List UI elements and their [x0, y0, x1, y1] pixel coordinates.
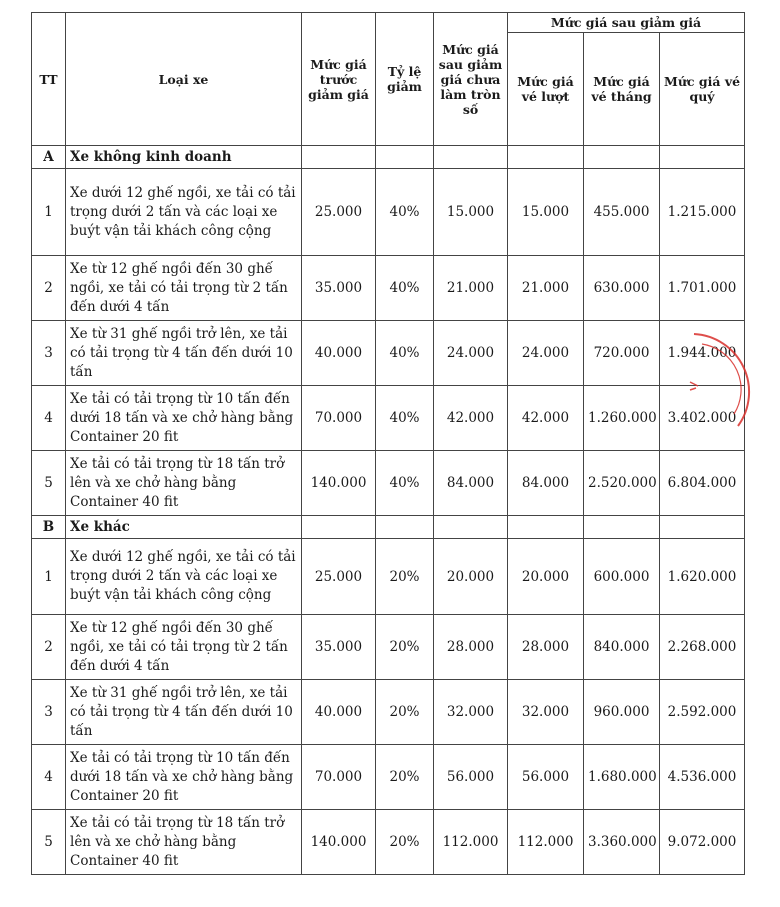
- row-tt: 2: [32, 615, 66, 680]
- row-vehicle-type: Xe tải có tải trọng từ 10 tấn đến dưới 18 tấn và xe chở hàng bằng Container 20 fit: [66, 745, 302, 810]
- row-monthly: 600.000: [584, 539, 660, 615]
- row-tt: 2: [32, 256, 66, 321]
- table-row: [32, 256, 745, 321]
- row-monthly: 720.000: [584, 321, 660, 386]
- section-empty-cell: [508, 146, 584, 169]
- row-monthly: 3.360.000: [584, 810, 660, 875]
- row-price-unrounded: 15.000: [434, 169, 508, 256]
- header-per-trip: Mức giá vé lượt: [508, 33, 584, 146]
- table-row: [32, 321, 745, 386]
- row-vehicle-type: Xe dưới 12 ghế ngồi, xe tải có tải trọng dưới 2 tấn và các loại xe buýt vận tải khách công cộng: [66, 539, 302, 615]
- header-tt: TT: [32, 13, 66, 146]
- table-row: [32, 386, 745, 451]
- row-per-trip: 15.000: [508, 169, 584, 256]
- row-discount-rate: 20%: [376, 539, 434, 615]
- section-title: Xe không kinh doanh: [66, 146, 302, 169]
- row-price-before: 40.000: [302, 680, 376, 745]
- row-vehicle-type: Xe tải có tải trọng từ 18 tấn trở lên và xe chở hàng bằng Container 40 fit: [66, 451, 302, 516]
- row-price-unrounded: 20.000: [434, 539, 508, 615]
- table-row: [32, 451, 745, 516]
- table-header: [32, 13, 745, 146]
- row-discount-rate: 40%: [376, 321, 434, 386]
- section-empty-cell: [584, 146, 660, 169]
- header-price-before: Mức giá trước giảm giá: [302, 13, 376, 146]
- row-tt: 3: [32, 321, 66, 386]
- row-monthly: 960.000: [584, 680, 660, 745]
- row-per-trip: 28.000: [508, 615, 584, 680]
- row-vehicle-type: Xe từ 31 ghế ngồi trở lên, xe tải có tải trọng từ 4 tấn đến dưới 10 tấn: [66, 680, 302, 745]
- row-per-trip: 112.000: [508, 810, 584, 875]
- section-empty-cell: [660, 516, 745, 539]
- row-price-before: 25.000: [302, 539, 376, 615]
- table-row: [32, 615, 745, 680]
- row-vehicle-type: Xe từ 31 ghế ngồi trở lên, xe tải có tải trọng từ 4 tấn đến dưới 10 tấn: [66, 321, 302, 386]
- row-price-unrounded: 24.000: [434, 321, 508, 386]
- table-row: [32, 810, 745, 875]
- row-tt: 5: [32, 810, 66, 875]
- row-tt: 4: [32, 745, 66, 810]
- row-quarterly: 1.701.000: [660, 256, 745, 321]
- section-empty-cell: [302, 146, 376, 169]
- row-tt: 5: [32, 451, 66, 516]
- row-price-before: 140.000: [302, 451, 376, 516]
- section-empty-cell: [376, 516, 434, 539]
- row-quarterly: 6.804.000: [660, 451, 745, 516]
- row-price-unrounded: 32.000: [434, 680, 508, 745]
- row-price-unrounded: 28.000: [434, 615, 508, 680]
- row-price-unrounded: 56.000: [434, 745, 508, 810]
- header-vehicle-type: Loại xe: [66, 13, 302, 146]
- row-quarterly: 1.215.000: [660, 169, 745, 256]
- section-empty-cell: [376, 146, 434, 169]
- row-price-before: 70.000: [302, 745, 376, 810]
- row-per-trip: 56.000: [508, 745, 584, 810]
- header-discount-rate: Tỷ lệ giảm: [376, 13, 434, 146]
- row-tt: 1: [32, 169, 66, 256]
- section-row: [32, 146, 745, 169]
- section-code: B: [32, 516, 66, 539]
- row-price-unrounded: 112.000: [434, 810, 508, 875]
- row-price-before: 140.000: [302, 810, 376, 875]
- section-empty-cell: [434, 516, 508, 539]
- row-discount-rate: 20%: [376, 680, 434, 745]
- row-discount-rate: 40%: [376, 451, 434, 516]
- section-code: A: [32, 146, 66, 169]
- row-price-unrounded: 21.000: [434, 256, 508, 321]
- row-monthly: 630.000: [584, 256, 660, 321]
- header-group-after: Mức giá sau giảm giá: [508, 13, 745, 33]
- row-vehicle-type: Xe tải có tải trọng từ 10 tấn đến dưới 18 tấn và xe chở hàng bằng Container 20 fit: [66, 386, 302, 451]
- row-price-before: 40.000: [302, 321, 376, 386]
- section-empty-cell: [302, 516, 376, 539]
- row-quarterly: 1.944.000: [660, 321, 745, 386]
- row-quarterly: 1.620.000: [660, 539, 745, 615]
- row-discount-rate: 20%: [376, 615, 434, 680]
- row-quarterly: 9.072.000: [660, 810, 745, 875]
- table-row: [32, 539, 745, 615]
- row-price-before: 35.000: [302, 615, 376, 680]
- row-quarterly: 4.536.000: [660, 745, 745, 810]
- row-vehicle-type: Xe dưới 12 ghế ngồi, xe tải có tải trọng dưới 2 tấn và các loại xe buýt vận tải khách công cộng: [66, 169, 302, 256]
- table-body: [32, 146, 745, 875]
- row-tt: 3: [32, 680, 66, 745]
- row-monthly: 2.520.000: [584, 451, 660, 516]
- table-row: [32, 169, 745, 256]
- row-tt: 1: [32, 539, 66, 615]
- row-per-trip: 42.000: [508, 386, 584, 451]
- row-monthly: 1.260.000: [584, 386, 660, 451]
- row-discount-rate: 40%: [376, 386, 434, 451]
- section-empty-cell: [434, 146, 508, 169]
- row-discount-rate: 20%: [376, 810, 434, 875]
- row-vehicle-type: Xe từ 12 ghế ngồi đến 30 ghế ngồi, xe tải có tải trọng từ 2 tấn đến dưới 4 tấn: [66, 256, 302, 321]
- table-row: [32, 680, 745, 745]
- table-row: [32, 745, 745, 810]
- section-empty-cell: [660, 146, 745, 169]
- row-quarterly: 2.592.000: [660, 680, 745, 745]
- section-row: [32, 516, 745, 539]
- row-per-trip: 20.000: [508, 539, 584, 615]
- row-per-trip: 32.000: [508, 680, 584, 745]
- row-discount-rate: 40%: [376, 169, 434, 256]
- row-price-before: 35.000: [302, 256, 376, 321]
- row-per-trip: 21.000: [508, 256, 584, 321]
- row-vehicle-type: Xe từ 12 ghế ngồi đến 30 ghế ngồi, xe tải có tải trọng từ 2 tấn đến dưới 4 tấn: [66, 615, 302, 680]
- row-price-before: 70.000: [302, 386, 376, 451]
- row-price-before: 25.000: [302, 169, 376, 256]
- row-per-trip: 24.000: [508, 321, 584, 386]
- price-table: [31, 12, 745, 875]
- row-discount-rate: 40%: [376, 256, 434, 321]
- row-per-trip: 84.000: [508, 451, 584, 516]
- section-empty-cell: [584, 516, 660, 539]
- row-monthly: 840.000: [584, 615, 660, 680]
- row-monthly: 455.000: [584, 169, 660, 256]
- section-title: Xe khác: [66, 516, 302, 539]
- row-price-unrounded: 42.000: [434, 386, 508, 451]
- row-monthly: 1.680.000: [584, 745, 660, 810]
- header-monthly: Mức giá vé tháng: [584, 33, 660, 146]
- header-price-unrounded: Mức giá sau giảm giá chưa làm tròn số: [434, 13, 508, 146]
- row-vehicle-type: Xe tải có tải trọng từ 18 tấn trở lên và xe chở hàng bằng Container 40 fit: [66, 810, 302, 875]
- row-quarterly: 2.268.000: [660, 615, 745, 680]
- row-tt: 4: [32, 386, 66, 451]
- header-quarterly: Mức giá vé quý: [660, 33, 745, 146]
- row-price-unrounded: 84.000: [434, 451, 508, 516]
- section-empty-cell: [508, 516, 584, 539]
- row-quarterly: 3.402.000: [660, 386, 745, 451]
- row-discount-rate: 20%: [376, 745, 434, 810]
